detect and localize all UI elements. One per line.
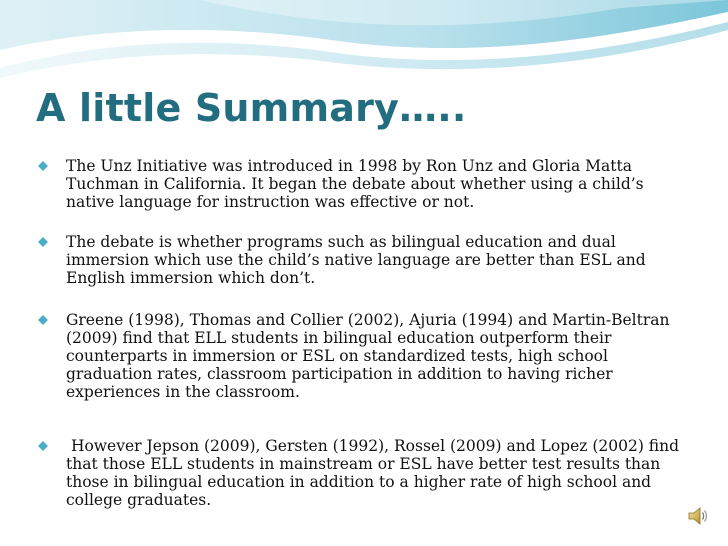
bullet-item	[36, 437, 696, 509]
speaker-icon[interactable]	[687, 505, 709, 527]
bullet-text: The debate is whether programs such as bilingual education and dual immersion which use the child’s native language are better than ESL and English immersion which don’t.	[66, 233, 646, 287]
diamond-bullet-icon	[38, 441, 48, 451]
bullet-item	[36, 233, 696, 287]
diamond-bullet-icon	[38, 161, 48, 171]
bullet-list	[36, 157, 696, 509]
bullet-item	[36, 157, 696, 211]
diamond-bullet-icon	[38, 315, 48, 325]
bullet-item	[36, 311, 696, 401]
header-wave-decoration	[0, 0, 728, 90]
bullet-text: However Jepson (2009), Gersten (1992), Rossel (2009) and Lopez (2002) find that those ELL students in mainstream or ESL have better test results than those in bilingual education in addition to a higher rate of high school and college graduates.	[66, 437, 684, 509]
bullet-text: The Unz Initiative was introduced in 1998 by Ron Unz and Gloria Matta Tuchman in California. It began the debate about whether using a child’s native language for instruction was effective or not.	[66, 157, 644, 211]
diamond-bullet-icon	[38, 237, 48, 247]
bullet-text: Greene (1998), Thomas and Collier (2002), Ajuria (1994) and Martin-Beltran (2009) find that ELL students in bilingual education outperform their counterparts in immersion or ESL on standardized tests, high school graduation rates, classroom participation in addition to having richer experiences in the classroom.	[66, 311, 670, 401]
slide-title: A little Summary…..	[36, 86, 467, 130]
